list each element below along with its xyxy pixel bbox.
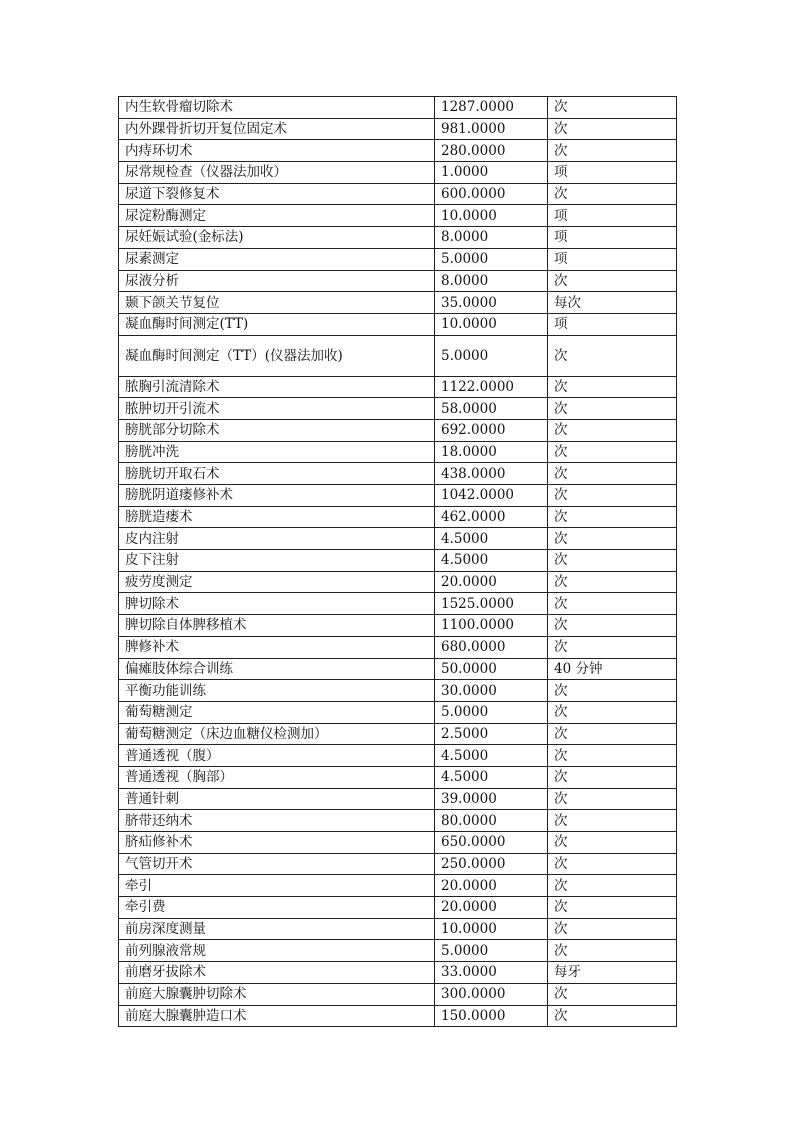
table-row (119, 248, 677, 270)
unit-cell: 次 (548, 875, 677, 897)
item-name-cell: 前列腺液常规 (119, 940, 435, 962)
item-name-cell: 膀胱切开取石术 (119, 463, 435, 485)
unit-cell: 项 (548, 162, 677, 184)
unit-cell: 次 (548, 810, 677, 832)
price-cell: 18.0000 (435, 441, 548, 463)
table-row (119, 419, 677, 441)
unit-cell: 次 (548, 506, 677, 528)
item-name-cell: 平衡功能训练 (119, 680, 435, 702)
item-name-cell: 凝血酶时间测定(TT) (119, 313, 435, 335)
table-row (119, 270, 677, 292)
item-name-cell: 普通针刺 (119, 788, 435, 810)
table-row (119, 118, 677, 140)
table-row (119, 441, 677, 463)
price-cell: 1.0000 (435, 162, 548, 184)
price-cell: 30.0000 (435, 680, 548, 702)
item-name-cell: 脐带还纳术 (119, 810, 435, 832)
unit-cell: 次 (548, 853, 677, 875)
unit-cell: 次 (548, 398, 677, 420)
unit-cell: 项 (548, 227, 677, 249)
item-name-cell: 膀胱造瘘术 (119, 506, 435, 528)
item-name-cell: 脐疝修补术 (119, 832, 435, 854)
table-row (119, 788, 677, 810)
item-name-cell: 尿妊娠试验(金标法) (119, 227, 435, 249)
unit-cell: 次 (548, 788, 677, 810)
item-name-cell: 尿常规检查（仪器法加收） (119, 162, 435, 184)
price-cell: 650.0000 (435, 832, 548, 854)
unit-cell: 项 (548, 205, 677, 227)
item-name-cell: 葡萄糖测定（床边血糖仪检测加） (119, 723, 435, 745)
item-name-cell: 前磨牙拔除术 (119, 962, 435, 984)
table-row (119, 853, 677, 875)
unit-cell: 次 (548, 983, 677, 1005)
table-row (119, 162, 677, 184)
price-cell: 20.0000 (435, 897, 548, 919)
item-name-cell: 尿道下裂修复术 (119, 183, 435, 205)
price-cell: 2.5000 (435, 723, 548, 745)
unit-cell: 次 (548, 723, 677, 745)
item-name-cell: 尿淀粉酶测定 (119, 205, 435, 227)
price-cell: 250.0000 (435, 853, 548, 875)
table-row (119, 875, 677, 897)
unit-cell: 每次 (548, 292, 677, 314)
table-row (119, 701, 677, 723)
table-row (119, 1005, 677, 1027)
unit-cell: 次 (548, 1005, 677, 1027)
price-cell: 462.0000 (435, 506, 548, 528)
unit-cell: 次 (548, 118, 677, 140)
price-cell: 10.0000 (435, 918, 548, 940)
item-name-cell: 内外踝骨折切开复位固定术 (119, 118, 435, 140)
price-cell: 150.0000 (435, 1005, 548, 1027)
table-row (119, 506, 677, 528)
unit-cell: 次 (548, 97, 677, 119)
table-row (119, 615, 677, 637)
item-name-cell: 牵引费 (119, 897, 435, 919)
item-name-cell: 牵引 (119, 875, 435, 897)
price-cell: 1100.0000 (435, 615, 548, 637)
unit-cell: 次 (548, 571, 677, 593)
table-row (119, 183, 677, 205)
price-cell: 35.0000 (435, 292, 548, 314)
unit-cell: 次 (548, 270, 677, 292)
item-name-cell: 前房深度测量 (119, 918, 435, 940)
table-row (119, 463, 677, 485)
price-cell: 58.0000 (435, 398, 548, 420)
price-cell: 5.0000 (435, 701, 548, 723)
table-row (119, 832, 677, 854)
unit-cell: 次 (548, 550, 677, 572)
price-cell: 80.0000 (435, 810, 548, 832)
table-row (119, 636, 677, 658)
table-row (119, 528, 677, 550)
table-row (119, 398, 677, 420)
price-cell: 680.0000 (435, 636, 548, 658)
unit-cell: 次 (548, 766, 677, 788)
item-name-cell: 前庭大腺囊肿造口术 (119, 1005, 435, 1027)
item-name-cell: 脾修补术 (119, 636, 435, 658)
unit-cell: 次 (548, 140, 677, 162)
table-row (119, 485, 677, 507)
unit-cell: 次 (548, 832, 677, 854)
item-name-cell: 内生软骨瘤切除术 (119, 97, 435, 119)
price-cell: 4.5000 (435, 766, 548, 788)
item-name-cell: 颞下颌关节复位 (119, 292, 435, 314)
table-row (119, 810, 677, 832)
table-row (119, 766, 677, 788)
table-row (119, 97, 677, 119)
table-row (119, 292, 677, 314)
item-name-cell: 皮下注射 (119, 550, 435, 572)
unit-cell: 项 (548, 248, 677, 270)
item-name-cell: 凝血酶时间测定（TT）(仪器法加收) (119, 335, 435, 376)
price-cell: 5.0000 (435, 940, 548, 962)
table-row (119, 571, 677, 593)
item-name-cell: 尿素测定 (119, 248, 435, 270)
unit-cell: 次 (548, 940, 677, 962)
price-cell: 4.5000 (435, 528, 548, 550)
item-name-cell: 普通透视（腹） (119, 745, 435, 767)
table-row (119, 983, 677, 1005)
item-name-cell: 气管切开术 (119, 853, 435, 875)
item-name-cell: 前庭大腺囊肿切除术 (119, 983, 435, 1005)
price-cell: 5.0000 (435, 248, 548, 270)
price-cell: 600.0000 (435, 183, 548, 205)
table-row (119, 658, 677, 680)
unit-cell: 项 (548, 313, 677, 335)
price-cell: 8.0000 (435, 227, 548, 249)
table-row (119, 680, 677, 702)
item-name-cell: 脓肿切开引流术 (119, 398, 435, 420)
price-cell: 692.0000 (435, 419, 548, 441)
unit-cell: 次 (548, 335, 677, 376)
unit-cell: 每牙 (548, 962, 677, 984)
unit-cell: 次 (548, 419, 677, 441)
price-cell: 39.0000 (435, 788, 548, 810)
table-row (119, 723, 677, 745)
unit-cell: 次 (548, 636, 677, 658)
item-name-cell: 内痔环切术 (119, 140, 435, 162)
item-name-cell: 膀胱冲洗 (119, 441, 435, 463)
table-row (119, 940, 677, 962)
price-cell: 20.0000 (435, 875, 548, 897)
table-row (119, 313, 677, 335)
item-name-cell: 皮内注射 (119, 528, 435, 550)
table-row (119, 962, 677, 984)
table-row (119, 376, 677, 398)
item-name-cell: 脾切除术 (119, 593, 435, 615)
fee-table-body (119, 97, 677, 1027)
item-name-cell: 疲劳度测定 (119, 571, 435, 593)
price-cell: 1525.0000 (435, 593, 548, 615)
price-cell: 4.5000 (435, 550, 548, 572)
unit-cell: 次 (548, 183, 677, 205)
item-name-cell: 脓胸引流清除术 (119, 376, 435, 398)
price-cell: 981.0000 (435, 118, 548, 140)
item-name-cell: 膀胱阴道瘘修补术 (119, 485, 435, 507)
unit-cell: 40 分钟 (548, 658, 677, 680)
price-cell: 1122.0000 (435, 376, 548, 398)
unit-cell: 次 (548, 745, 677, 767)
unit-cell: 次 (548, 918, 677, 940)
price-cell: 10.0000 (435, 313, 548, 335)
unit-cell: 次 (548, 463, 677, 485)
price-cell: 300.0000 (435, 983, 548, 1005)
price-cell: 280.0000 (435, 140, 548, 162)
unit-cell: 次 (548, 376, 677, 398)
price-cell: 1287.0000 (435, 97, 548, 119)
price-cell: 20.0000 (435, 571, 548, 593)
price-cell: 5.0000 (435, 335, 548, 376)
unit-cell: 次 (548, 485, 677, 507)
unit-cell: 次 (548, 701, 677, 723)
item-name-cell: 膀胱部分切除术 (119, 419, 435, 441)
unit-cell: 次 (548, 615, 677, 637)
unit-cell: 次 (548, 441, 677, 463)
price-cell: 33.0000 (435, 962, 548, 984)
table-row (119, 140, 677, 162)
table-row (119, 227, 677, 249)
unit-cell: 次 (548, 680, 677, 702)
item-name-cell: 尿液分析 (119, 270, 435, 292)
table-row (119, 205, 677, 227)
table-row (119, 335, 677, 376)
unit-cell: 次 (548, 528, 677, 550)
item-name-cell: 脾切除自体脾移植术 (119, 615, 435, 637)
table-row (119, 918, 677, 940)
price-cell: 1042.0000 (435, 485, 548, 507)
price-cell: 50.0000 (435, 658, 548, 680)
item-name-cell: 葡萄糖测定 (119, 701, 435, 723)
item-name-cell: 偏瘫肢体综合训练 (119, 658, 435, 680)
table-row (119, 745, 677, 767)
fee-table (118, 96, 677, 1027)
table-row (119, 593, 677, 615)
price-cell: 438.0000 (435, 463, 548, 485)
table-row (119, 897, 677, 919)
unit-cell: 次 (548, 593, 677, 615)
price-cell: 10.0000 (435, 205, 548, 227)
price-cell: 4.5000 (435, 745, 548, 767)
table-row (119, 550, 677, 572)
item-name-cell: 普通透视（胸部） (119, 766, 435, 788)
unit-cell: 次 (548, 897, 677, 919)
price-cell: 8.0000 (435, 270, 548, 292)
